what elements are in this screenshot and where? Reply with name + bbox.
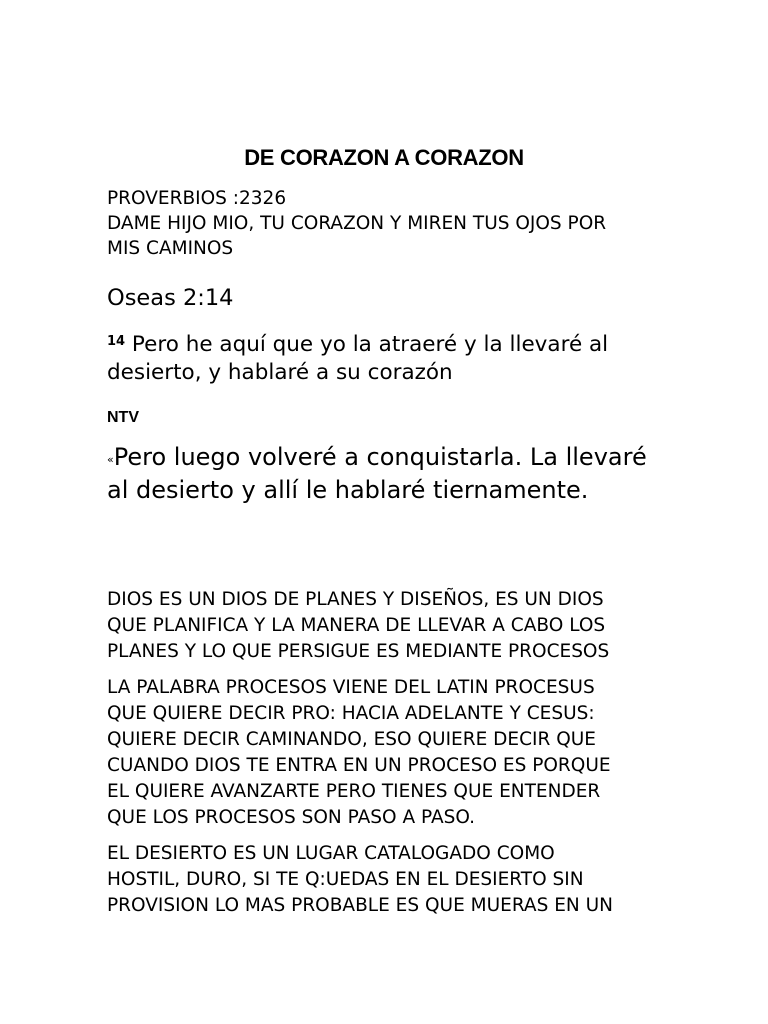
paragraph-line: HOSTIL, DURO, SI TE Q:UEDAS EN EL DESIERTO SIN bbox=[107, 869, 584, 890]
paragraph-line: CUANDO DIOS TE ENTRA EN UN PROCESO ES PORQUE bbox=[107, 755, 611, 776]
paragraph bbox=[107, 675, 667, 831]
proverbs-block bbox=[107, 186, 667, 261]
paragraph-line: EL QUIERE AVANZARTE PERO TIENES QUE ENTENDER bbox=[107, 781, 601, 802]
proverbs-line: MIS CAMINOS bbox=[107, 238, 234, 259]
paragraph-line: QUE QUIERE DECIR PRO: HACIA ADELANTE Y CESUS: bbox=[107, 703, 595, 724]
proverbs-line: DAME HIJO MIO, TU CORAZON Y MIREN TUS OJOS POR bbox=[107, 213, 607, 234]
document-title: DE CORAZON A CORAZON bbox=[244, 145, 524, 170]
paragraph-line: QUE PLANIFICA Y LA MANERA DE LLEVAR A CABO LOS bbox=[107, 615, 606, 636]
translation-label: NTV bbox=[107, 409, 139, 426]
verse-number: 14 bbox=[107, 334, 126, 349]
paragraph-line: PLANES Y LO QUE PERSIGUE ES MEDIANTE PROCESOS bbox=[107, 641, 610, 662]
paragraph-line: EL DESIERTO ES UN LUGAR CATALOGADO COMO bbox=[107, 843, 555, 864]
ntv-verse-text: Pero luego volveré a conquistarla. La llevaré al desierto y allí le hablaré tiernamente. bbox=[107, 443, 647, 504]
proverbs-reference: PROVERBIOS :2326 bbox=[107, 188, 287, 209]
paragraph-line: LA PALABRA PROCESOS VIENE DEL LATIN PROCESUS bbox=[107, 677, 595, 698]
quote-mark: « bbox=[107, 453, 114, 466]
paragraph bbox=[107, 587, 667, 665]
hosea-verse bbox=[107, 331, 667, 387]
paragraph-line: QUE LOS PROCESOS SON PASO A PASO. bbox=[107, 807, 476, 828]
paragraph-line: DIOS ES UN DIOS DE PLANES Y DISEÑOS, ES UN DIOS bbox=[107, 589, 604, 610]
ntv-verse bbox=[107, 441, 667, 507]
paragraph bbox=[107, 841, 667, 919]
verse-text: Pero he aquí que yo la atraeré y la llevaré al desierto, y hablaré a su corazón bbox=[107, 332, 609, 385]
hosea-reference: Oseas 2:14 bbox=[107, 285, 234, 311]
paragraph-line: PROVISION LO MAS PROBABLE ES QUE MUERAS EN UN bbox=[107, 895, 614, 916]
paragraph-line: QUIERE DECIR CAMINANDO, ESO QUIERE DECIR QUE bbox=[107, 729, 596, 750]
